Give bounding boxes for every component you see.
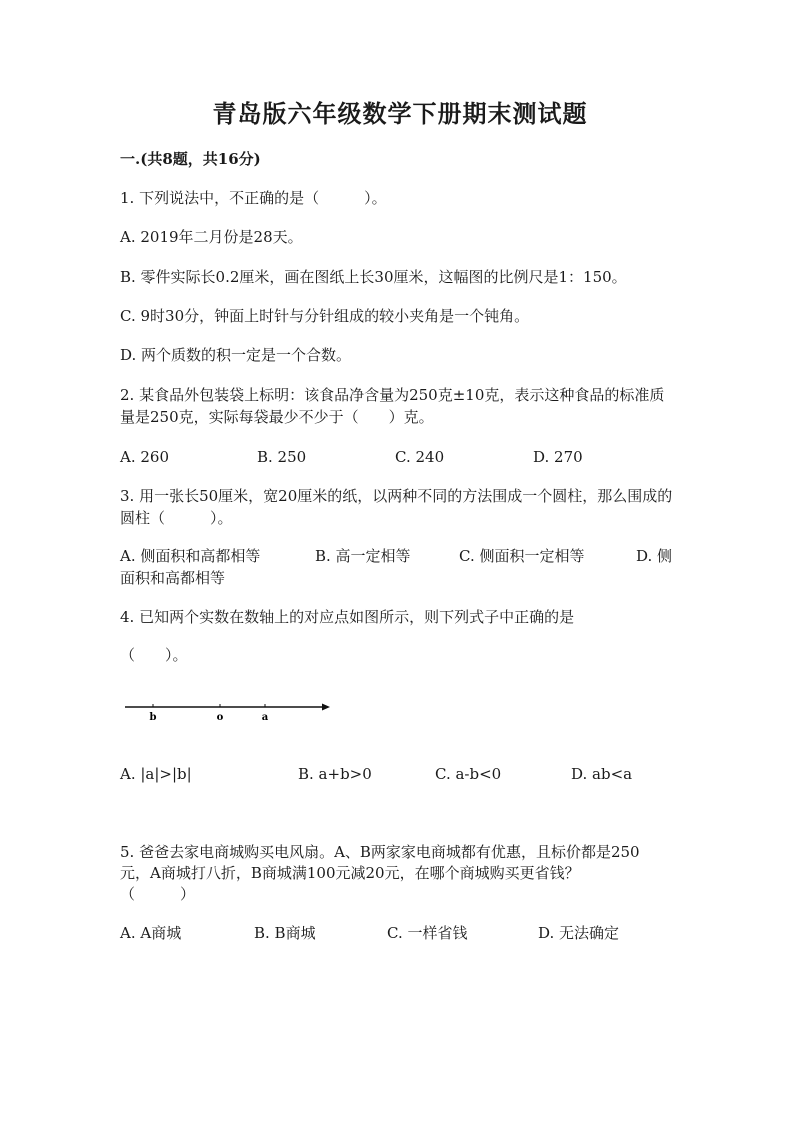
question-4-option-b: B. a+b>0: [298, 765, 372, 783]
question-1-option-c: C. 9时30分，钟面上时针与分针组成的较小夹角是一个钝角。: [120, 307, 530, 325]
question-5-option-c: C. 一样省钱: [387, 924, 468, 942]
question-3-option-b: B. 高一定相等: [315, 547, 411, 565]
section-header: 一.(共8题，共16分): [120, 150, 261, 168]
question-5-option-a: A. A商城: [120, 924, 182, 942]
question-4-stem: 4. 已知两个实数在数轴上的对应点如图所示，则下列式子中正确的是: [120, 608, 575, 626]
question-3-option-c: C. 侧面积一定相等: [459, 547, 585, 565]
question-2-option-a: A. 260: [120, 448, 169, 466]
number-line-figure: [120, 692, 335, 732]
question-1-option-a: A. 2019年二月份是28天。: [120, 228, 303, 246]
axis-label-b: b: [149, 712, 157, 723]
question-2-option-b: B. 250: [257, 448, 307, 466]
question-3-stem: 3. 用一张长50厘米，宽20厘米的纸，以两种不同的方法围成一个圆柱，那么围成的圆柱（ ）。: [120, 487, 673, 527]
question-4-option-c: C. a-b<0: [435, 765, 502, 783]
question-1-option-d: D. 两个质数的积一定是一个合数。: [120, 346, 352, 364]
question-4-option-a: A. |a|>|b|: [120, 765, 192, 783]
question-1-stem: 1. 下列说法中，不正确的是（ ）。: [120, 189, 387, 207]
question-5-stem-line-1: 5. 爸爸去家电商城购买电风扇。A、B两家家电商城都有优惠，且标价都是250: [120, 843, 640, 861]
question-5-option-d: D. 无法确定: [538, 924, 620, 942]
axis-label-a: a: [261, 712, 269, 723]
number-line-arrow-icon: [322, 704, 330, 711]
question-4-option-d: D. ab<a: [571, 765, 633, 783]
question-2-stem: 2. 某食品外包装袋上标明：该食品净含量为250克±10克，表示这种食品的标准质量是250克，实际每袋最少不少于（ ）克。: [120, 386, 665, 426]
question-3-option-d: D. 侧: [636, 547, 673, 565]
question-3-option-a: A. 侧面积和高都相等: [120, 547, 261, 565]
question-2-option-d: D. 270: [533, 448, 583, 466]
question-5-stem-line-2: 元，A商城打八折，B商城满100元减20元，在哪个商城购买更省钱？: [120, 864, 580, 882]
question-5-option-b: B. B商城: [254, 924, 316, 942]
question-5-paren: （ ）: [120, 885, 196, 903]
page-title: 青岛版六年级数学下册期末测试题: [212, 99, 588, 128]
question-4-paren: （ ）。: [120, 646, 188, 664]
axis-label-o: o: [216, 712, 224, 723]
question-2-option-c: C. 240: [395, 448, 445, 466]
question-3-option-d-continued: 面积和高都相等: [120, 569, 226, 587]
question-1-option-b: B. 零件实际长0.2厘米，画在图纸上长30厘米，这幅图的比例尺是1：150。: [120, 268, 627, 286]
